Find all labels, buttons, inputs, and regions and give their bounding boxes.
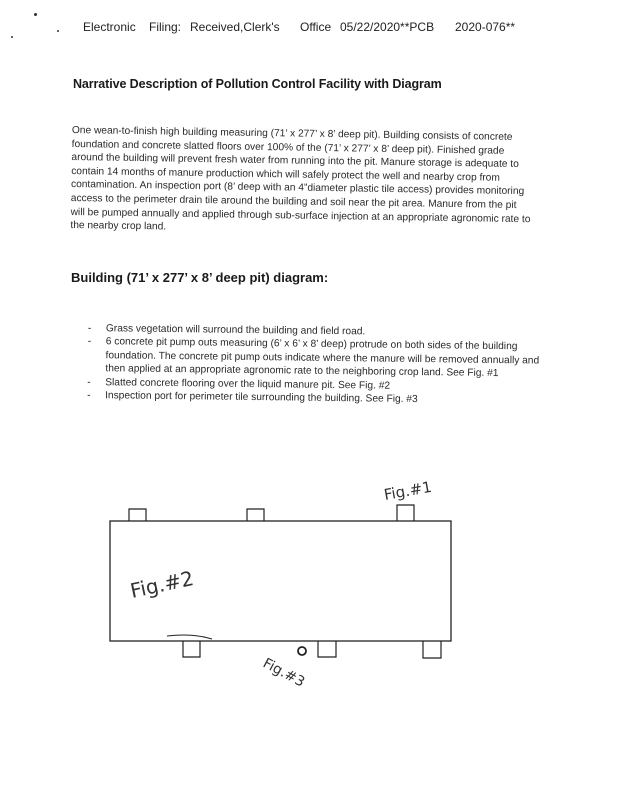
filing-stamp: [0, 20, 618, 36]
bullet-dash: -: [87, 390, 91, 402]
list-item-text: Grass vegetation will surround the building and field road.: [105, 323, 366, 338]
list-item-text: 6 concrete pit pump outs measuring (6’ x 6’ x 8’ deep) protrude on both sides of the building foundation. The concrete pit pump outs indicate where the manure will be removed annually and then applied at an appropriate agronomic rate to the neighboring crop land. See Fig. #1: [105, 336, 540, 380]
pump-out-top-3: [397, 505, 414, 521]
narrative-paragraph: One wean-to-finish high building measuring (71’ x 277’ x 8’ deep pit). Building consists of concrete foundation and concrete slatted floors over 100% of the (71’ x 277’ x 8’ deep pit). Finished grade around the building will prevent fresh water from running into the pit. Manure storage is adequate to contain 14 months of manure production which will safely protect the well and nearby crop from contamination. An inspection port (8’ deep with an 4”diameter plastic tile access) provides monitoring access to the perimeter drain tile around the building and soil near the pit area. Manure from the pit will be pumped annually and applied through sub-surface injection at an appropriate agronomic rate to the nearby crop land.: [70, 124, 531, 233]
stamp-case-number: 2020-076**: [455, 20, 516, 34]
bullet-dash: -: [87, 336, 92, 348]
bullet-dash: -: [87, 322, 92, 335]
pump-out-top-1: [129, 509, 146, 521]
bullet-list: [87, 322, 548, 408]
fig2-label: Fig.#2: [128, 566, 196, 603]
document-title: Narrative Description of Pollution Control Facility with Diagram: [73, 77, 442, 91]
pump-out-top-2: [247, 509, 264, 521]
fig1-label: Fig.#1: [382, 477, 434, 504]
stamp-electronic: Electronic: [83, 20, 136, 34]
fig3-label: Fig.#3: [260, 655, 308, 691]
scan-speck: [34, 13, 37, 16]
stamp-received: Received,Clerk's: [190, 20, 280, 34]
pump-out-bottom-1: [183, 641, 200, 657]
scan-speck: [11, 36, 13, 38]
pen-stroke: [167, 635, 212, 639]
list-item-text: Inspection port for perimeter tile surrounding the building. See Fig. #3: [105, 390, 418, 406]
pump-out-bottom-2: [318, 641, 336, 657]
stamp-office: Office: [300, 20, 332, 34]
bullet-dash: -: [87, 376, 91, 388]
diagram-heading: Building (71’ x 277’ x 8’ deep pit) diagram:: [71, 270, 329, 285]
list-item: [87, 335, 547, 381]
inspection-port-icon: [298, 647, 306, 655]
building-diagram: [0, 470, 618, 700]
stamp-date: 05/22/2020**PCB: [340, 20, 435, 34]
stamp-filing: Filing:: [149, 20, 182, 34]
pump-out-bottom-3: [423, 641, 441, 658]
list-item-text: Slatted concrete flooring over the liquid manure pit. See Fig. #2: [105, 376, 391, 392]
